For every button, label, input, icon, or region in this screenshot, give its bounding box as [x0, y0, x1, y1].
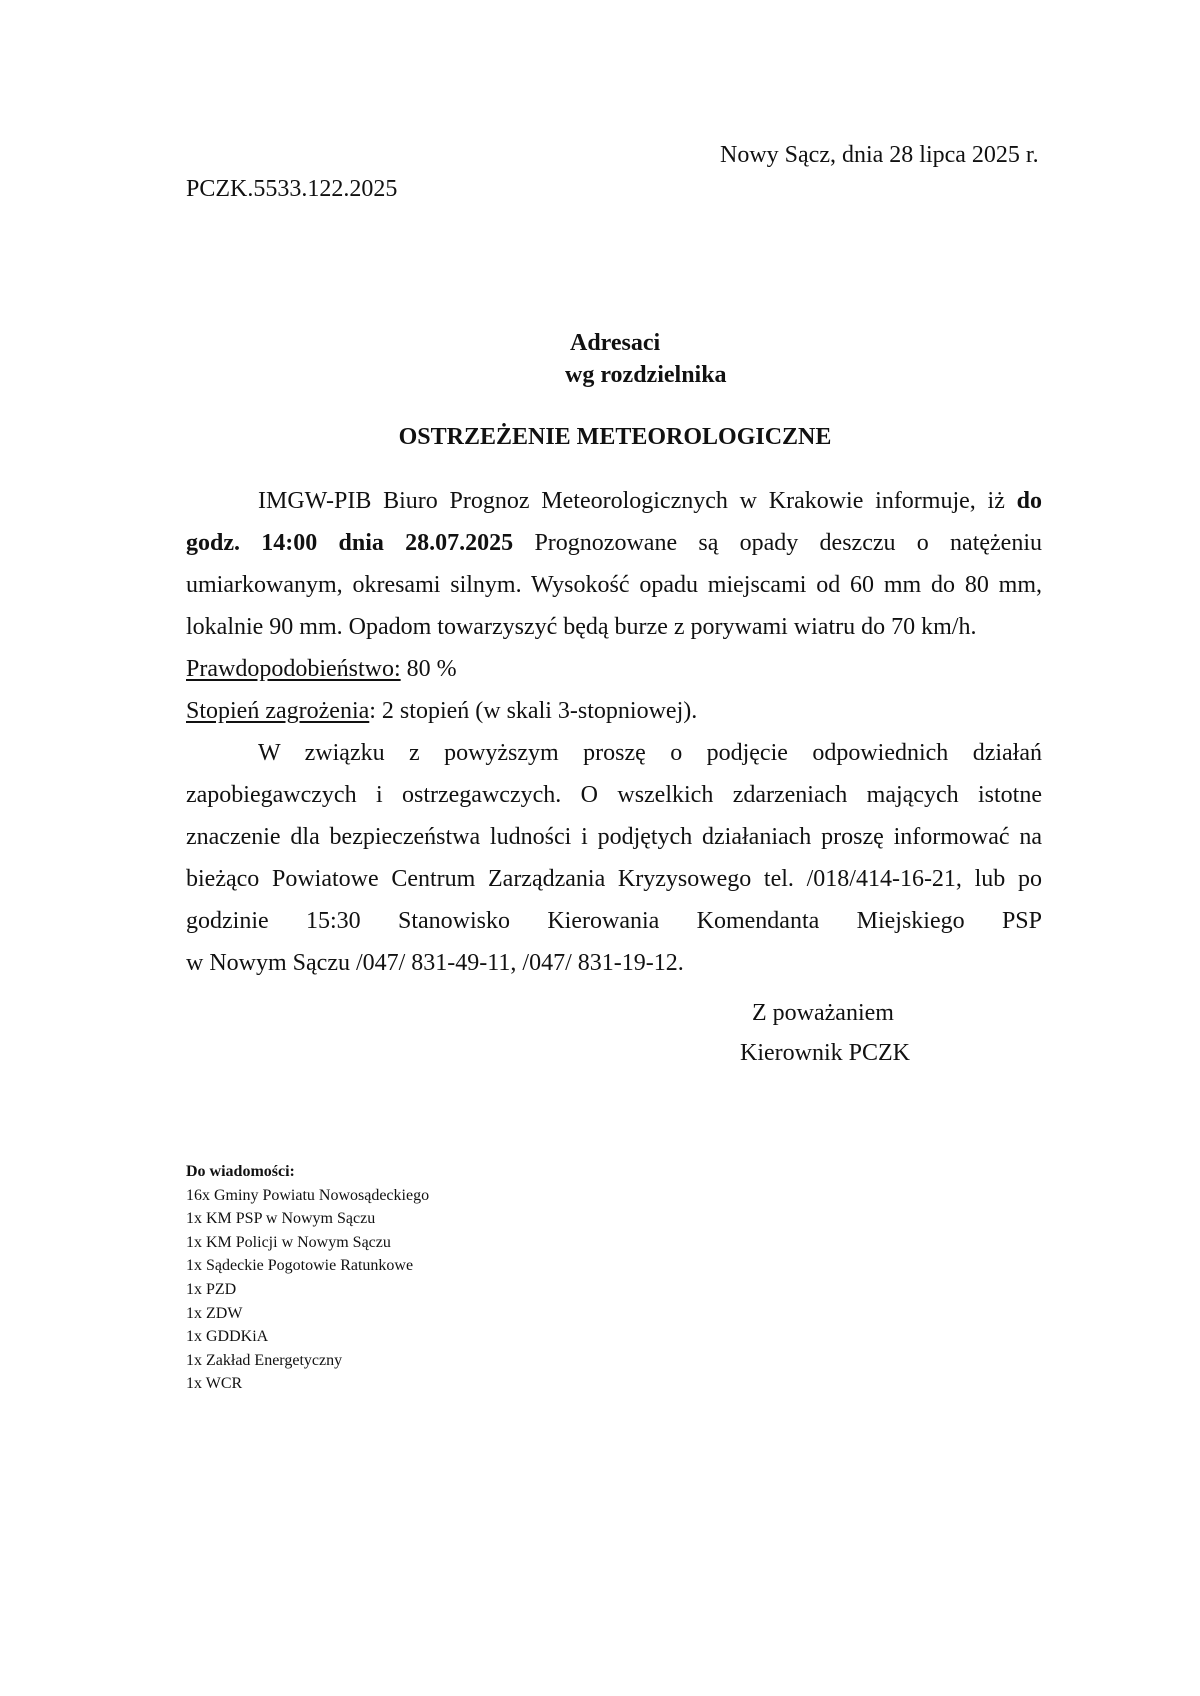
distribution-list	[186, 1160, 429, 1396]
distribution-item: 1x WCR	[186, 1375, 243, 1393]
warning-paragraph	[186, 480, 1042, 522]
request-paragraph-cont	[186, 774, 1042, 984]
document-title: OSTRZEŻENIE METEOROLOGICZNE	[398, 424, 832, 450]
warning-paragraph-cont	[186, 522, 1042, 648]
threat-level-value: : 2 stopień (w skali 3-stopniowej).	[369, 698, 698, 724]
distribution-item: 1x ZDW	[186, 1304, 243, 1322]
warning-body	[186, 480, 1042, 984]
signatory: Kierownik PCZK	[740, 1040, 910, 1066]
probability-value: 80 %	[400, 656, 457, 682]
distribution-item: 1x PZD	[186, 1280, 237, 1298]
warning-line-2: godz. 14:00 dnia 28.07.2025 Prognozowane są opady deszczu o natężeniu	[186, 530, 1043, 556]
threat-level-line	[186, 690, 1042, 732]
request-line-3: znaczenie dla bezpieczeństwa ludności i podjętych działaniach proszę informować na	[186, 824, 1042, 850]
request-paragraph	[186, 732, 1042, 774]
warning-line-1: IMGW-PIB Biuro Prognoz Meteorologicznych w Krakowie informuje, iż do	[258, 488, 1042, 514]
probability-label: Prawdopodobieństwo:	[186, 656, 401, 682]
distribution-heading: Do wiadomości:	[186, 1163, 295, 1180]
request-line-1: W związku z powyższym proszę o podjęcie odpowiednich działań	[258, 740, 1042, 766]
distribution-item: 16x Gminy Powiatu Nowosądeckiego	[186, 1186, 430, 1204]
threat-level-label: Stopień zagrożenia	[186, 698, 370, 724]
distribution-item: 1x Sądeckie Pogotowie Ratunkowe	[186, 1257, 414, 1275]
request-line-5: godzinie 15:30 Stanowisko Kierowania Komendanta Miejskiego PSP	[186, 908, 1042, 934]
closing-greeting: Z poważaniem	[752, 1000, 894, 1026]
addressees-subheading: wg rozdzielnika	[565, 362, 727, 388]
request-line-6: w Nowym Sączu /047/ 831-49-11, /047/ 831-19-12.	[186, 950, 684, 976]
request-line-4: bieżąco Powiatowe Centrum Zarządzania Kryzysowego tel. /018/414-16-21, lub po	[186, 866, 1042, 892]
reference-number: PCZK.5533.122.2025	[186, 176, 398, 202]
request-line-2: zapobiegawczych i ostrzegawczych. O wszelkich zdarzeniach mających istotne	[186, 782, 1042, 808]
distribution-item: 1x KM PSP w Nowym Sączu	[186, 1210, 376, 1228]
document-date: Nowy Sącz, dnia 28 lipca 2025 r.	[720, 142, 1039, 168]
distribution-item: 1x GDDKiA	[186, 1328, 269, 1346]
distribution-item: 1x KM Policji w Nowym Sączu	[186, 1233, 391, 1251]
addressees-heading: Adresaci	[570, 330, 661, 356]
warning-line-3: umiarkowanym, okresami silnym. Wysokość opadu miejscami od 60 mm do 80 mm,	[186, 572, 1042, 598]
probability-line	[186, 648, 1042, 690]
warning-line-4: lokalnie 90 mm. Opadom towarzyszyć będą burze z porywami wiatru do 70 km/h.	[186, 614, 977, 640]
distribution-item: 1x Zakład Energetyczny	[186, 1351, 343, 1369]
